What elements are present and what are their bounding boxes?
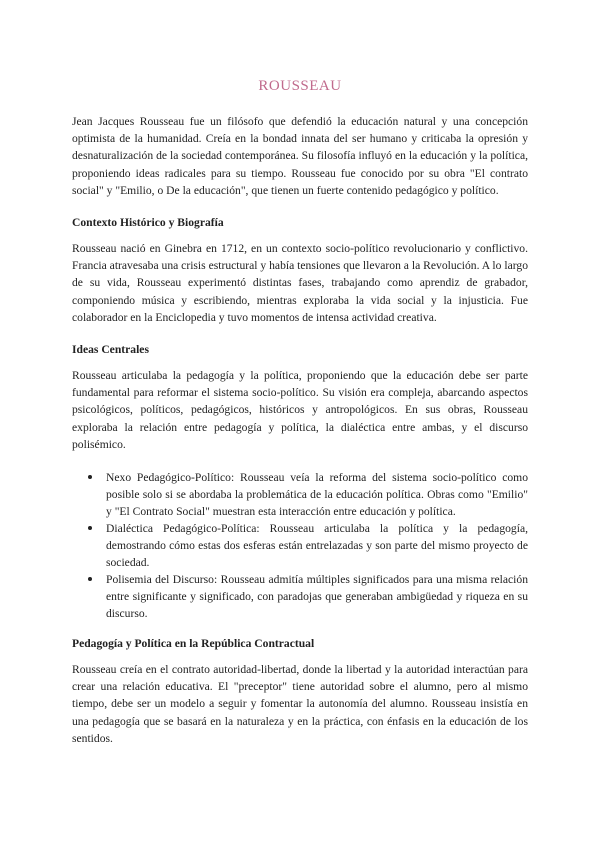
section-heading-context: Contexto Histórico y Biografía xyxy=(72,216,224,230)
bullet-dot-icon xyxy=(88,526,92,530)
bullet-dot-icon xyxy=(88,577,92,581)
list-item xyxy=(106,469,528,520)
intro-paragraph: Jean Jacques Rousseau fue un filósofo que defendió la educación natural y una concepción optimista de la humanidad. Creía en la bondad innata del ser humano y criticaba la opresión y desnaturalización de la sociedad contemporánea. Su filosofía influyó en la educación y la política, proponiendo ideas radicales para su tiempo. Rousseau fue conocido por su obra "El contrato social" y "Emilio, o De la educación", que tienen un fuerte contenido pedagógico y político. xyxy=(72,115,528,197)
section-body-context: Rousseau nació en Ginebra en 1712, en un contexto socio-político revolucionario y conflictivo. Francia atravesaba una crisis estructural y había tensiones que llevaron a la Revolución. A lo largo de su vida, Rousseau experimentó distintas fases, trabajando como aprendiz de grabador, componiendo música y escribiendo, mientras exploraba la vida social y la injusticia. Fue colaborador en la Enciclopedia y tuvo momentos de intensa actividad creativa. xyxy=(72,242,528,324)
bullet-dot-icon xyxy=(88,475,92,479)
list-item xyxy=(106,571,528,622)
bullet-text: Polisemia del Discurso: Rousseau admitía múltiples significados para una misma relación entre significante y significado, con paradojas que generaban ambigüedad y riqueza en su discurso. xyxy=(106,573,528,621)
section-body-ideas: Rousseau articulaba la pedagogía y la política, proponiendo que la educación debe ser parte fundamental para reformar el sistema socio-político. Su visión era compleja, abarcando aspectos psicológicos, políticos, pedagógicos, históricos y antropológicos. En sus obras, Rousseau exploraba la relación entre pedagogía y política, la dialéctica entre ambas, y el discurso polisémico. xyxy=(72,369,528,451)
ideas-bullet-list xyxy=(72,469,528,622)
section-body-republic: Rousseau creía en el contrato autoridad-libertad, donde la libertad y la autoridad interactúan para crear una relación educativa. El "preceptor" tiene autoridad sobre el alumno, pero al mismo tiempo, debe ser un modelo a seguir y fomentar la autonomía del alumno. Rousseau insistía en una pedagogía que se basará en la naturaleza y en la práctica, con énfasis en la educación de los sentidos. xyxy=(72,663,528,745)
bullet-text: Nexo Pedagógico-Político: Rousseau veía la reforma del sistema socio-político como posible solo si se abordaba la problemática de la educación política. Obras como "Emilio" y "El Contrato Social" muestran esta interacción entre educación y política. xyxy=(106,471,528,519)
section-heading-republic: Pedagogía y Política en la República Contractual xyxy=(72,637,315,651)
section-heading-ideas: Ideas Centrales xyxy=(72,343,149,357)
bullet-text: Dialéctica Pedagógico-Política: Rousseau articulaba la política y la pedagogía, demostrando cómo estas dos esferas están entrelazadas y son parte del mismo proyecto de sociedad. xyxy=(106,522,528,570)
list-item xyxy=(106,520,528,571)
page-title: ROUSSEAU xyxy=(258,78,342,94)
